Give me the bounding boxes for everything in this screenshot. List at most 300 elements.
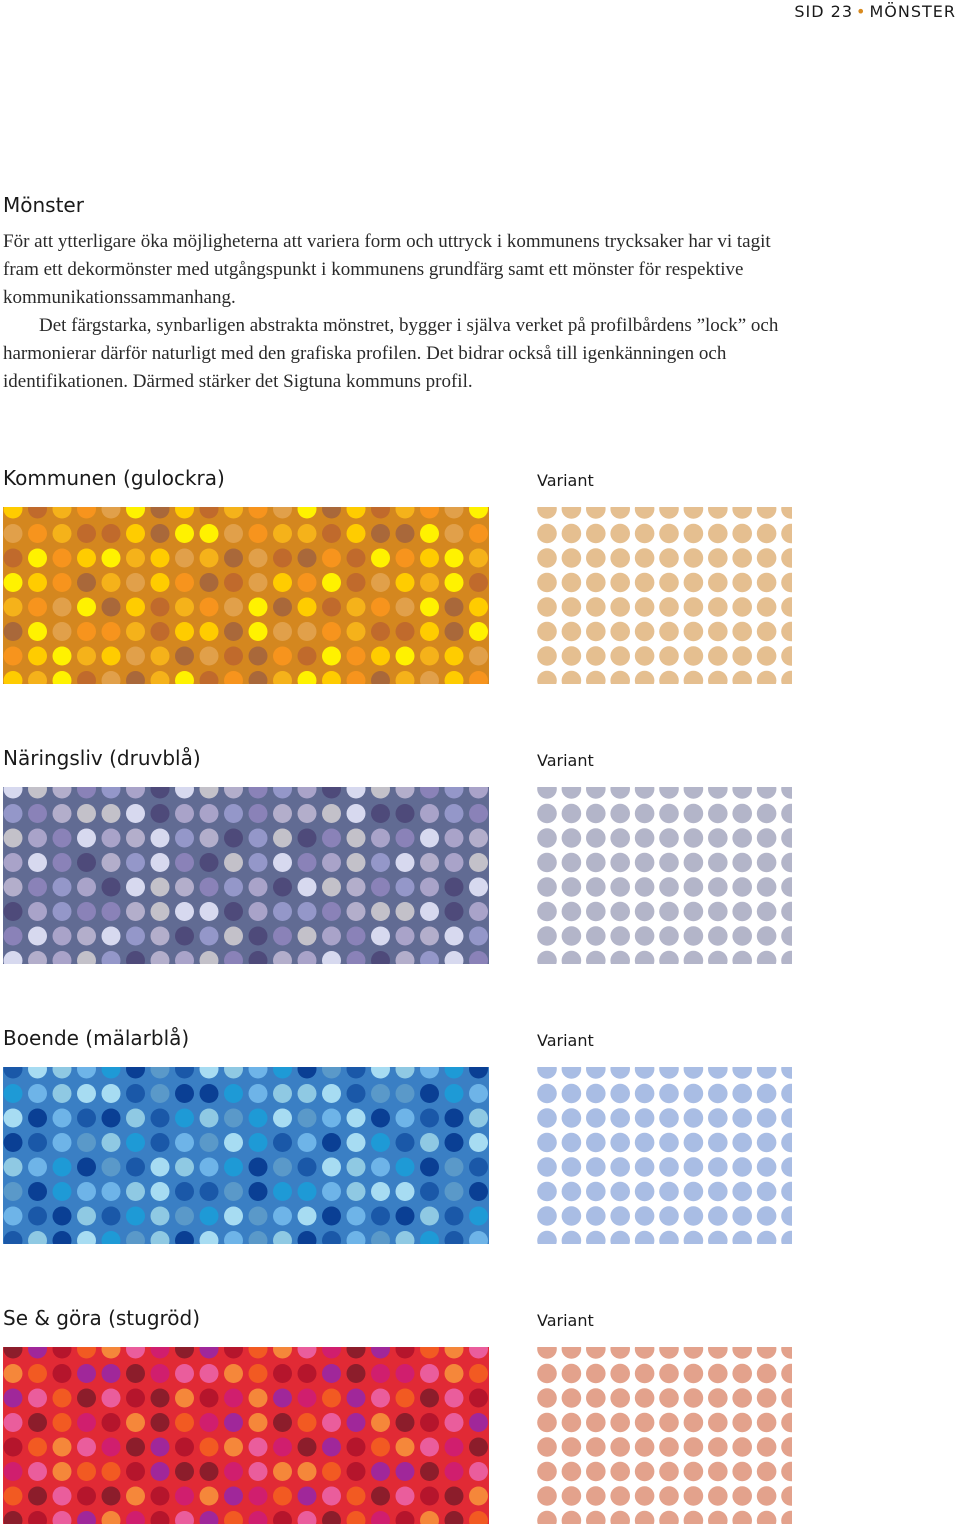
variant-dot [684, 1511, 704, 1524]
variant-dot [684, 1133, 704, 1153]
variant-dot [586, 804, 606, 824]
pattern-dot [151, 1462, 170, 1481]
variant-dot [732, 622, 752, 642]
variant-dot [562, 524, 582, 544]
pattern-dot [126, 829, 145, 848]
pattern-dot [322, 1364, 341, 1383]
pattern-dot [347, 804, 366, 823]
variant-dot [537, 1413, 557, 1433]
pattern-dot [77, 1462, 96, 1481]
variant-dot [537, 1182, 557, 1202]
page-number: SID 23 [794, 2, 854, 21]
pattern-dot [126, 1462, 145, 1481]
variant-dot [781, 622, 792, 642]
pattern-dot [77, 804, 96, 823]
pattern-dot [445, 902, 464, 921]
pattern-dot [151, 549, 170, 568]
variant-dot [562, 853, 582, 873]
pattern-dot [151, 573, 170, 592]
variant-dot [610, 1157, 630, 1177]
pattern-dot [371, 598, 390, 617]
variant-dot [757, 1364, 777, 1384]
pattern-dot [298, 902, 317, 921]
pattern-dot [4, 1182, 23, 1201]
pattern-dot [175, 902, 194, 921]
variant-dot [708, 573, 728, 593]
variant-dot [562, 1231, 582, 1244]
variant-dot [708, 1364, 728, 1384]
variant-dot [708, 1462, 728, 1482]
pattern-dot [4, 573, 23, 592]
pattern-dot [371, 853, 390, 872]
pattern-dot [249, 1438, 268, 1457]
pattern-dot [396, 927, 415, 946]
variant-dot [635, 1133, 655, 1153]
pattern-dot [200, 598, 219, 617]
pattern-dot [371, 927, 390, 946]
pattern-dot [126, 878, 145, 897]
pattern-dot [273, 1133, 292, 1152]
pattern-dot [347, 573, 366, 592]
variant-dot [757, 1182, 777, 1202]
variant-dot [708, 1486, 728, 1506]
variant-dot [610, 877, 630, 897]
pattern-dot [298, 829, 317, 848]
pattern-dot [151, 1158, 170, 1177]
variant-dot [781, 828, 792, 848]
pattern-dot [371, 1389, 390, 1408]
pattern-dot [175, 1158, 194, 1177]
variant-dot [757, 902, 777, 922]
pattern-dot [102, 573, 121, 592]
pattern-dot [420, 524, 439, 543]
pattern-dot [298, 1084, 317, 1103]
pattern-dot [28, 1487, 47, 1506]
variant-dot [635, 1437, 655, 1457]
variant-dot [659, 1364, 679, 1384]
pattern-dot [347, 1158, 366, 1177]
pattern-dot [322, 1084, 341, 1103]
pattern-dot [347, 1207, 366, 1226]
pattern-dot [175, 1389, 194, 1408]
pattern-background [3, 787, 489, 964]
pattern-dot [102, 927, 121, 946]
variant-dot [757, 1206, 777, 1226]
variant-dot [610, 1084, 630, 1104]
variant-dot [732, 1364, 752, 1384]
variant-dot [562, 597, 582, 617]
variant-dot [586, 597, 606, 617]
pattern-dot [175, 1182, 194, 1201]
pattern-dot [445, 549, 464, 568]
pattern-dot [347, 647, 366, 666]
variant-dot [732, 853, 752, 873]
pattern-dot [28, 524, 47, 543]
variant-dot [684, 926, 704, 946]
variant-dot [537, 1347, 557, 1359]
pattern-dot [273, 1109, 292, 1128]
pattern-dot [371, 829, 390, 848]
pattern-dot [371, 902, 390, 921]
pattern-dot [420, 598, 439, 617]
variant-dot [684, 853, 704, 873]
pattern-dot [200, 1487, 219, 1506]
variant-dot [586, 1067, 606, 1079]
pattern-dot [200, 1438, 219, 1457]
variant-dot [635, 1157, 655, 1177]
pattern-dot [249, 1133, 268, 1152]
variant-dot [732, 1206, 752, 1226]
pattern-dot [298, 853, 317, 872]
variant-dot [659, 646, 679, 666]
variant-dot [732, 1347, 752, 1359]
variant-dot [781, 1347, 792, 1359]
variant-dot [757, 787, 777, 799]
variant-dot [659, 1133, 679, 1153]
pattern-variant-se-gora [537, 1347, 792, 1524]
variant-dot [586, 1182, 606, 1202]
variant-dot [732, 1182, 752, 1202]
variant-dot [610, 951, 630, 964]
variant-dot [684, 1364, 704, 1384]
variant-dot [537, 787, 557, 799]
pattern-dot [102, 524, 121, 543]
pattern-dot [249, 549, 268, 568]
variant-dot [610, 1486, 630, 1506]
variant-dot [757, 804, 777, 824]
pattern-dot [151, 622, 170, 641]
pattern-dot [126, 1389, 145, 1408]
variant-dot [586, 1364, 606, 1384]
pattern-dot [77, 598, 96, 617]
variant-dot [757, 1084, 777, 1104]
variant-dot [732, 646, 752, 666]
pattern-dot [102, 829, 121, 848]
pattern-dot [224, 1133, 243, 1152]
variant-dot [659, 1231, 679, 1244]
variant-dot [708, 877, 728, 897]
pattern-dot [347, 1462, 366, 1481]
pattern-dot [322, 598, 341, 617]
intro-text [3, 228, 803, 396]
pattern-dot [298, 1182, 317, 1201]
variant-dot [562, 573, 582, 593]
variant-dot [659, 1084, 679, 1104]
variant-dot [586, 902, 606, 922]
variant-dot [757, 1108, 777, 1128]
variant-dot [684, 877, 704, 897]
variant-dot [562, 926, 582, 946]
pattern-dot [151, 927, 170, 946]
variant-dot [708, 548, 728, 568]
pattern-dot [28, 1207, 47, 1226]
variant-dot [708, 1084, 728, 1104]
variant-dot [562, 671, 582, 684]
variant-dot [757, 671, 777, 684]
variant-dot [610, 1067, 630, 1079]
variant-dot [610, 828, 630, 848]
pattern-background [3, 1067, 489, 1244]
pattern-background [3, 507, 489, 684]
pattern-dot [347, 1389, 366, 1408]
variant-dot [586, 507, 606, 519]
pattern-dot [396, 1158, 415, 1177]
variant-dot [684, 1182, 704, 1202]
variant-dot [537, 1437, 557, 1457]
pattern-dot [249, 1462, 268, 1481]
pattern-dot [200, 1109, 219, 1128]
pattern-dot [445, 1158, 464, 1177]
pattern-dot [371, 1487, 390, 1506]
variant-dot [537, 828, 557, 848]
variant-dot [562, 646, 582, 666]
pattern-dot [347, 1182, 366, 1201]
pattern-dot [77, 1158, 96, 1177]
pattern-dot [224, 878, 243, 897]
variant-dot [781, 1182, 792, 1202]
variant-dot [732, 1388, 752, 1408]
pattern-dot [469, 1133, 488, 1152]
pattern-dot [200, 549, 219, 568]
pattern-dot [4, 549, 23, 568]
pattern-dot [322, 1133, 341, 1152]
pattern-dot [151, 1109, 170, 1128]
pattern-dot [102, 647, 121, 666]
pattern-dot [200, 853, 219, 872]
variant-dot [659, 1067, 679, 1079]
pattern-dot [175, 1084, 194, 1103]
variant-dot [610, 507, 630, 519]
variant-dot [781, 597, 792, 617]
pattern-dot [273, 1158, 292, 1177]
variant-dot [684, 524, 704, 544]
variant-dot [562, 877, 582, 897]
pattern-dot [347, 829, 366, 848]
variant-dot [684, 1437, 704, 1457]
variant-dot [732, 597, 752, 617]
variant-dot [586, 1133, 606, 1153]
pattern-dot [224, 853, 243, 872]
pattern-dot [371, 1438, 390, 1457]
pattern-se-gora [3, 1347, 489, 1524]
pattern-dot [249, 647, 268, 666]
pattern-dot [273, 1084, 292, 1103]
pattern-dot [469, 878, 488, 897]
pattern-dot [420, 549, 439, 568]
pattern-dot [469, 853, 488, 872]
pattern-dot [249, 804, 268, 823]
pattern-dot [53, 1207, 72, 1226]
pattern-dot [371, 804, 390, 823]
pattern-dot [322, 853, 341, 872]
pattern-dot [4, 902, 23, 921]
pattern-variant-naringsliv [537, 787, 792, 964]
variant-dot [537, 548, 557, 568]
pattern-dot [249, 524, 268, 543]
pattern-dot [77, 622, 96, 641]
variant-dot [562, 1462, 582, 1482]
variant-dot [659, 1388, 679, 1408]
pattern-dot [420, 1207, 439, 1226]
variant-dot [757, 1437, 777, 1457]
pattern-dot [249, 853, 268, 872]
pattern-dot [445, 1389, 464, 1408]
variant-dot [659, 524, 679, 544]
variant-dot [635, 1206, 655, 1226]
variant-dot [562, 548, 582, 568]
pattern-dot [396, 878, 415, 897]
pattern-dot [469, 622, 488, 641]
pattern-dot [4, 804, 23, 823]
pattern-dot [126, 1084, 145, 1103]
variant-dot [781, 902, 792, 922]
pattern-dot [298, 1158, 317, 1177]
variant-dot [708, 1067, 728, 1079]
pattern-dot [200, 1182, 219, 1201]
variant-dot [635, 902, 655, 922]
pattern-dot [469, 1413, 488, 1432]
pattern-dot [420, 853, 439, 872]
pattern-dot [4, 1462, 23, 1481]
pattern-dot [151, 1207, 170, 1226]
pattern-dot [151, 829, 170, 848]
variant-dot [537, 1133, 557, 1153]
variant-dot [781, 926, 792, 946]
variant-dot [659, 828, 679, 848]
variant-dot [757, 853, 777, 873]
pattern-dot [102, 1487, 121, 1506]
variant-dot [586, 1511, 606, 1524]
pattern-dot [371, 647, 390, 666]
pattern-dot [77, 927, 96, 946]
variant-dot [732, 507, 752, 519]
pattern-dot [322, 1438, 341, 1457]
pattern-dot [396, 1413, 415, 1432]
pattern-dot [200, 1389, 219, 1408]
variant-dot [586, 1437, 606, 1457]
variant-dot [708, 524, 728, 544]
pattern-dot [175, 598, 194, 617]
pattern-dot [126, 853, 145, 872]
pattern-dot [396, 1109, 415, 1128]
variant-dot [781, 1413, 792, 1433]
variant-dot [708, 597, 728, 617]
pattern-dot [126, 1182, 145, 1201]
pattern-dot [126, 549, 145, 568]
header-section-name: MÖNSTER [869, 2, 956, 21]
pattern-dot [322, 829, 341, 848]
variant-dot [537, 926, 557, 946]
variant-dot [659, 1206, 679, 1226]
pattern-dot [298, 804, 317, 823]
variant-dot [635, 1067, 655, 1079]
pattern-dot [175, 1109, 194, 1128]
variant-dot [781, 507, 792, 519]
variant-dot [708, 902, 728, 922]
variant-dot [586, 1108, 606, 1128]
pattern-dot [420, 1413, 439, 1432]
pattern-dot [445, 1413, 464, 1432]
variant-dot [659, 671, 679, 684]
variant-dot [708, 828, 728, 848]
pattern-dot [224, 1084, 243, 1103]
pattern-dot [77, 1487, 96, 1506]
variant-dot [684, 1206, 704, 1226]
pattern-dot [77, 829, 96, 848]
pattern-dot [298, 598, 317, 617]
pattern-dot [371, 1462, 390, 1481]
pattern-dot [151, 1438, 170, 1457]
variant-dot [781, 548, 792, 568]
variant-dot [781, 573, 792, 593]
variant-dot [610, 1462, 630, 1482]
variant-dot [684, 507, 704, 519]
variant-dot [610, 573, 630, 593]
pattern-dot [371, 1364, 390, 1383]
pattern-dot [28, 878, 47, 897]
pattern-dot [273, 927, 292, 946]
variant-dot [708, 1511, 728, 1524]
pattern-dot [151, 598, 170, 617]
pattern-dot [347, 927, 366, 946]
pattern-dot [126, 1109, 145, 1128]
pattern-dot [298, 927, 317, 946]
pattern-dot [420, 573, 439, 592]
pattern-dot [200, 1158, 219, 1177]
pattern-dot [322, 1207, 341, 1226]
pattern-dot [445, 1182, 464, 1201]
pattern-dot [175, 853, 194, 872]
variant-dot [781, 1364, 792, 1384]
variant-dot [659, 1437, 679, 1457]
pattern-dot [175, 1438, 194, 1457]
pattern-dot [396, 804, 415, 823]
pattern-dot [298, 549, 317, 568]
pattern-dot [347, 902, 366, 921]
pattern-dot [224, 1182, 243, 1201]
pattern-dot [445, 1133, 464, 1152]
variant-dot [732, 1133, 752, 1153]
pattern-variant-boende [537, 1067, 792, 1244]
variant-dot [684, 548, 704, 568]
pattern-dot [420, 1182, 439, 1201]
pattern-dot [28, 1364, 47, 1383]
pattern-dot [371, 549, 390, 568]
variant-dot [708, 804, 728, 824]
variant-dot [684, 1157, 704, 1177]
pattern-dot [347, 598, 366, 617]
variant-dot [562, 1182, 582, 1202]
variant-dot [586, 622, 606, 642]
pattern-dot [469, 927, 488, 946]
variant-dot [610, 622, 630, 642]
pattern-dot [298, 1438, 317, 1457]
pattern-dot [28, 622, 47, 641]
variant-dot [757, 1462, 777, 1482]
pattern-dot [200, 1413, 219, 1432]
variant-dot [537, 573, 557, 593]
pattern-dot [396, 524, 415, 543]
variant-dot [659, 1511, 679, 1524]
variant-dot [708, 646, 728, 666]
pattern-dot [298, 647, 317, 666]
variant-dot [562, 1364, 582, 1384]
variant-dot [635, 926, 655, 946]
variant-dot [684, 1108, 704, 1128]
variant-dot [635, 1462, 655, 1482]
pattern-dot [298, 878, 317, 897]
pattern-variant-kommunen [537, 507, 792, 684]
